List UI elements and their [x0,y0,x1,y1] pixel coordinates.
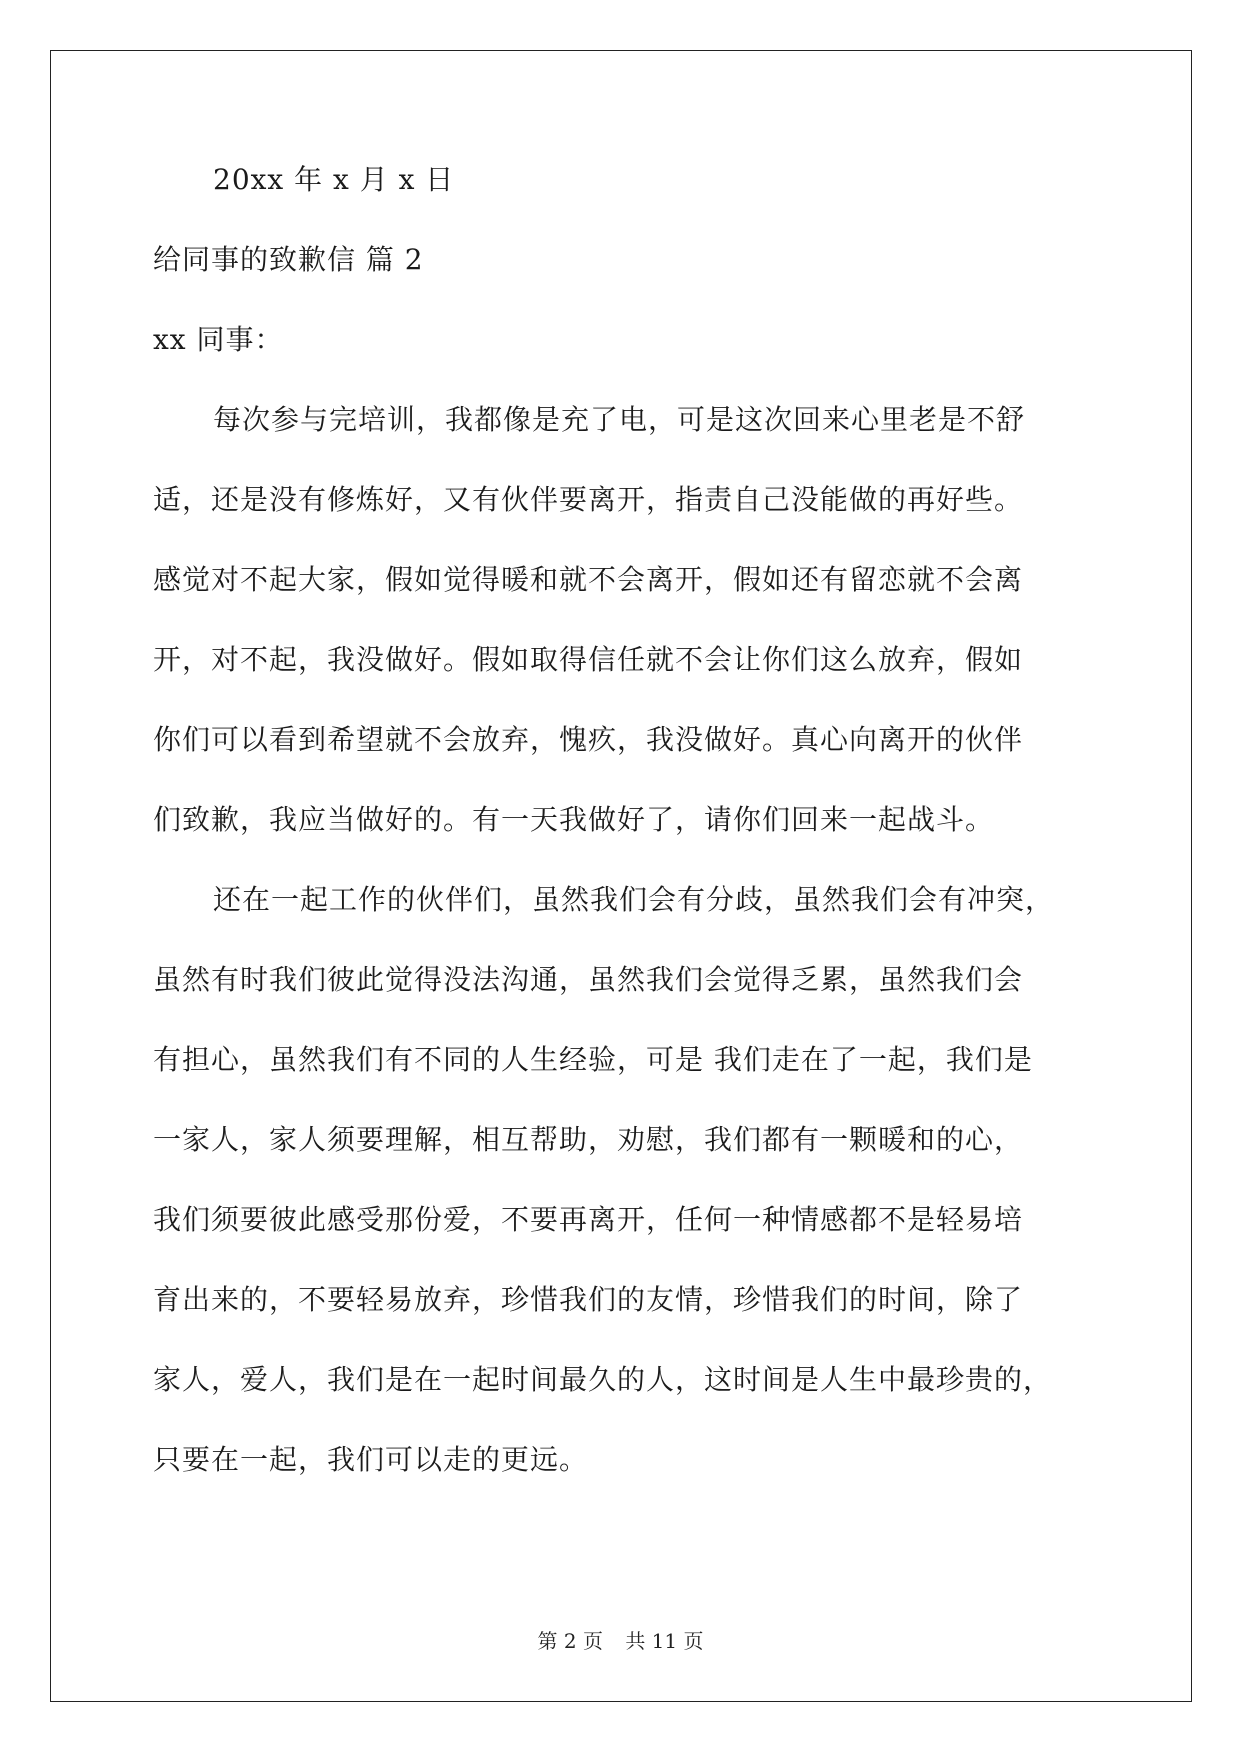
document-body [153,160,1093,1520]
paragraph-line: 虽然有时我们彼此觉得没法沟通，虽然我们会觉得乏累，虽然我们会 [153,963,1024,996]
paragraph-line: 育出来的，不要轻易放弃，珍惜我们的友情，珍惜我们的时间，除了 [153,1283,1024,1316]
paragraph-line: 一家人，家人须要理解，相互帮助，劝慰，我们都有一颗暖和的心， [153,1123,1024,1156]
paragraph-line: 感觉对不起大家，假如觉得暖和就不会离开，假如还有留恋就不会离 [153,563,1024,596]
paragraph-2 [153,880,1093,1520]
letter-title: 给同事的致歉信 篇 2 [153,243,424,276]
page-number-current: 第 2 页 [537,1629,603,1653]
paragraph-line: 开，对不起，我没做好。假如取得信任就不会让你们这么放弃，假如 [153,643,1024,676]
paragraph-line: 只要在一起，我们可以走的更远。 [153,1443,589,1476]
paragraph-line: 有担心，虽然我们有不同的人生经验，可是 我们走在了一起，我们是 [153,1043,1033,1076]
paragraph-line: 我们须要彼此感受那份爱，不要再离开，任何一种情感都不是轻易培 [153,1203,1024,1236]
paragraph-1 [153,400,1093,880]
paragraph-line: 家人，爱人，我们是在一起时间最久的人，这时间是人生中最珍贵的， [153,1363,1053,1396]
paragraph-line: 们致歉，我应当做好的。有一天我做好了，请你们回来一起战斗。 [153,803,995,836]
page-footer [0,1625,1241,1654]
paragraph-line: 每次参与完培训，我都像是充了电，可是这次回来心里老是不舒 [213,403,1026,436]
paragraph-line: 适，还是没有修炼好，又有伙伴要离开，指责自己没能做的再好些。 [153,483,1024,516]
date-line: 20xx 年 x 月 x 日 [213,163,455,196]
page-number-total: 共 11 页 [625,1629,704,1653]
paragraph-line: 你们可以看到希望就不会放弃，愧疚，我没做好。真心向离开的伙伴 [153,723,1024,756]
salutation: xx 同事： [153,323,284,356]
paragraph-line: 还在一起工作的伙伴们，虽然我们会有分歧，虽然我们会有冲突， [213,883,1055,916]
